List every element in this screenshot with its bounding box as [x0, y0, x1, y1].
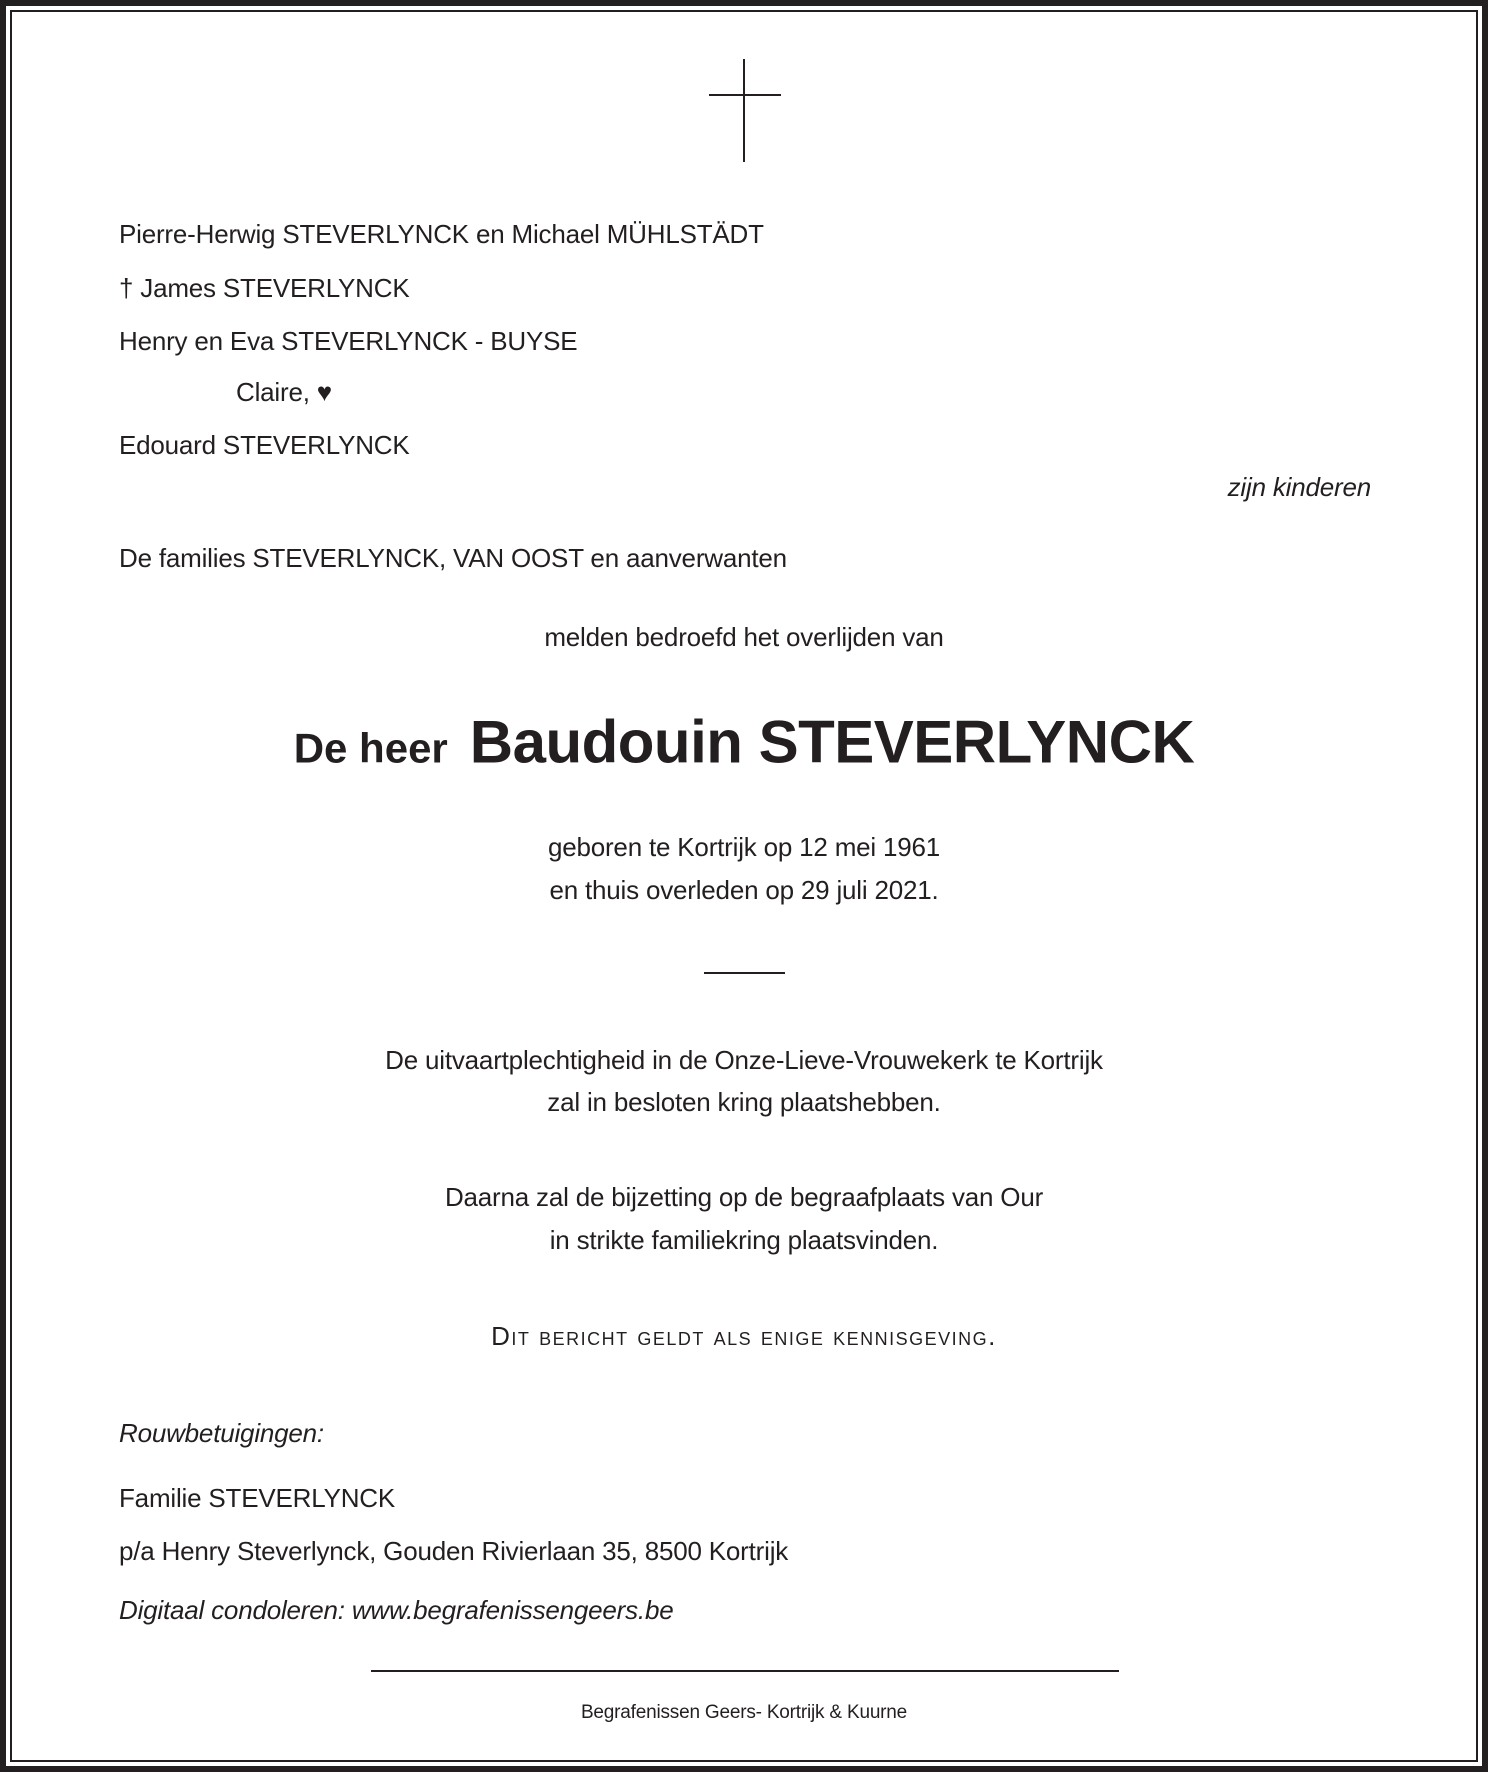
- burial-line-1: Daarna zal de bijzetting op de begraafplaats van Our: [444, 1182, 1044, 1212]
- funeral-line-1: De uitvaartplechtigheid in de Onze-Lieve-Vrouwekerk te Kortrijk: [385, 1045, 1103, 1075]
- burial-line-2: in strikte familiekring plaatsvinden.: [549, 1225, 939, 1255]
- footer-funeral-home: Begrafenissen Geers- Kortrijk & Kuurne: [580, 1702, 908, 1723]
- deceased-prefix: De heer: [293, 724, 448, 772]
- divider-long: [371, 1670, 1119, 1672]
- born-line: geboren te Kortrijk op 12 mei 1961: [547, 832, 941, 862]
- family-line-2: † James STEVERLYNCK: [119, 273, 410, 303]
- family-line-3: Henry en Eva STEVERLYNCK - BUYSE: [119, 326, 578, 356]
- divider-short: [704, 972, 785, 974]
- children-label: zijn kinderen: [1227, 472, 1371, 502]
- deceased-heading: [0, 708, 1488, 777]
- condolences-digital: Digitaal condoleren: www.begrafenissengeers.be: [119, 1595, 674, 1625]
- condolences-address: p/a Henry Steverlynck, Gouden Rivierlaan 35, 8500 Kortrijk: [119, 1536, 789, 1566]
- deceased-name: Baudouin STEVERLYNCK: [469, 708, 1195, 776]
- family-line-1: Pierre-Herwig STEVERLYNCK en Michael MÜHLSTÄDT: [119, 219, 764, 249]
- funeral-line-2: zal in besloten kring plaatshebben.: [547, 1087, 941, 1117]
- died-line: en thuis overleden op 29 juli 2021.: [549, 875, 939, 905]
- announce-line: melden bedroefd het overlijden van: [544, 622, 944, 652]
- family-line-5: Edouard STEVERLYNCK: [119, 430, 410, 460]
- notice-line: Dit bericht geldt als enige kennisgeving.: [491, 1321, 997, 1351]
- families-line: De families STEVERLYNCK, VAN OOST en aanverwanten: [119, 543, 787, 573]
- condolences-label: Rouwbetuigingen:: [119, 1418, 324, 1448]
- family-line-4: Claire, ♥: [236, 377, 332, 407]
- condolences-name: Familie STEVERLYNCK: [119, 1483, 396, 1513]
